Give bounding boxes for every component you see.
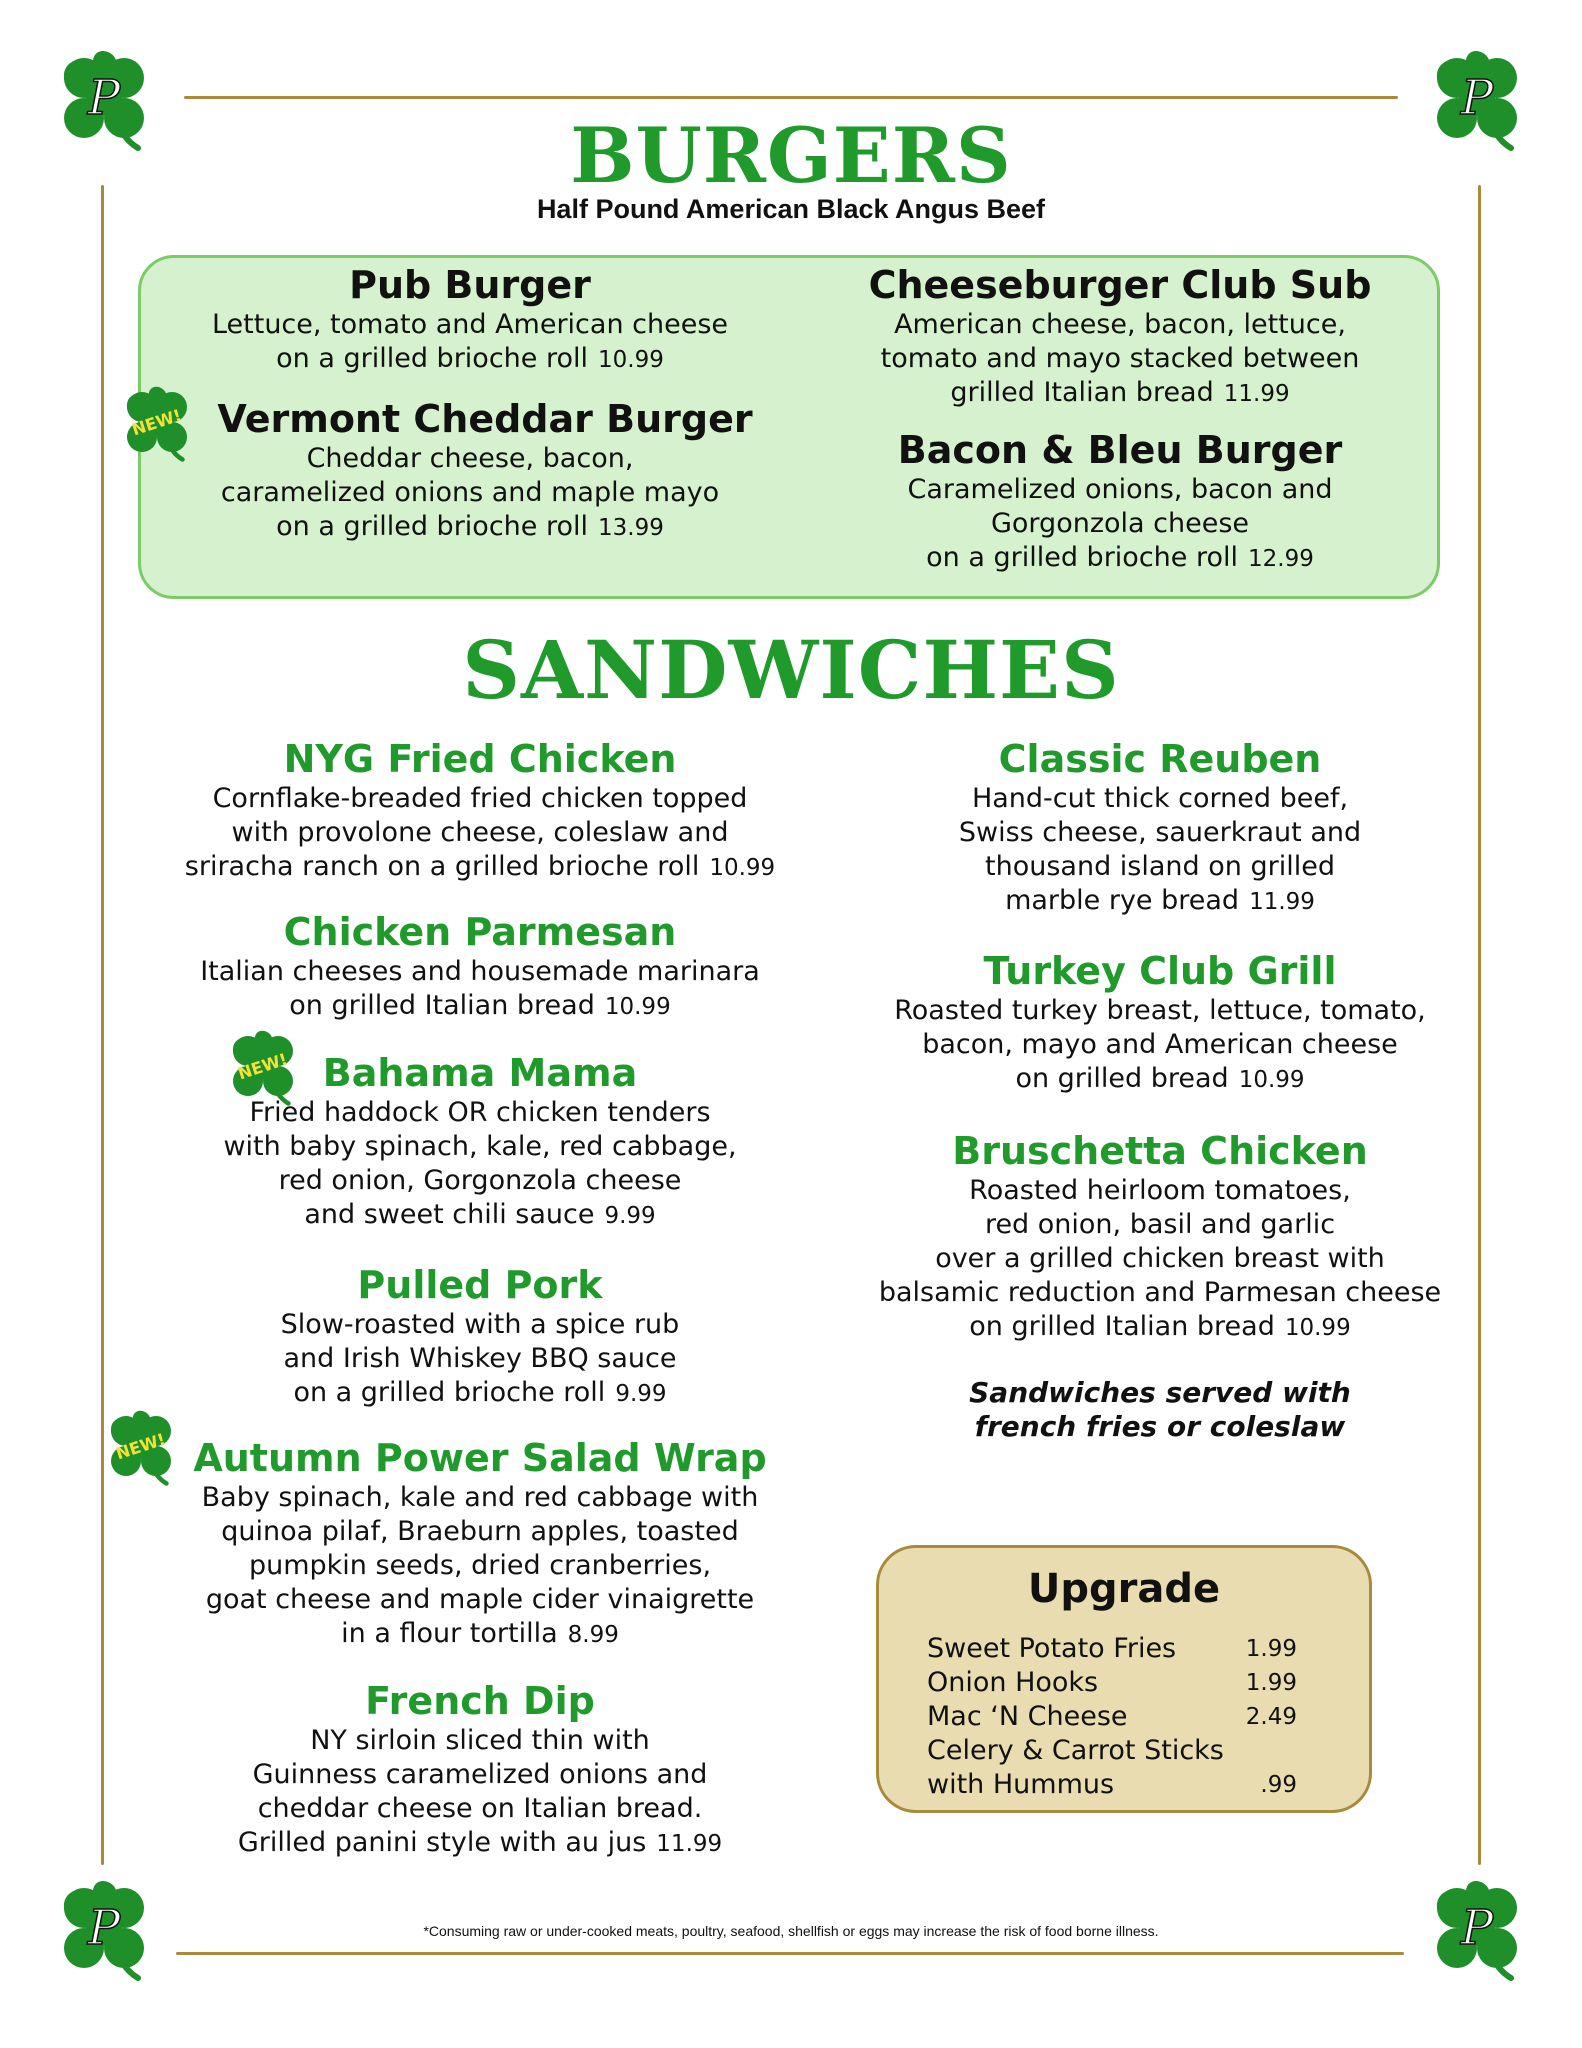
svg-text:NEW!: NEW!	[235, 1049, 290, 1084]
item-price: 8.99	[567, 1621, 619, 1648]
item-price: 11.99	[1249, 888, 1315, 915]
item-description: Cheddar cheese, bacon, caramelized onions and maple mayo on a grilled brioche roll 13.99	[220, 442, 720, 542]
item-price: 11.99	[656, 1830, 723, 1857]
menu-item-pub-burger	[160, 264, 780, 377]
upgrade-row	[927, 1700, 1327, 1734]
top-border-line	[184, 96, 1398, 99]
item-price: 10.99	[1284, 1314, 1351, 1341]
upgrade-label: Celery & Carrot Sticks	[927, 1735, 1224, 1766]
item-description: Baby spinach, kale and red cabbage with quinoa pilaf, Braeburn apples, toasted pumpkin seeds, dried cranberries, goat cheese and maple cider vinaigrette in a flour tortilla 8.99	[201, 1481, 759, 1649]
item-name: Bruschetta Chicken	[952, 1129, 1368, 1173]
menu-item-bacon-bleu-burger	[810, 429, 1430, 576]
item-price: 11.99	[1223, 380, 1290, 407]
item-description: Roasted turkey breast, lettuce, tomato, bacon, mayo and American cheese on grilled bread 10.99	[894, 994, 1426, 1094]
upgrade-price: 1.99	[1245, 1670, 1297, 1696]
item-description: Italian cheeses and housemade marinara on grilled Italian bread 10.99	[200, 955, 760, 1021]
svg-text:NEW!: NEW!	[113, 1429, 168, 1464]
item-price: 10.99	[709, 854, 776, 881]
item-name: Pub Burger	[349, 263, 591, 307]
item-price: 10.99	[598, 346, 664, 373]
upgrade-row	[927, 1768, 1327, 1802]
upgrade-label: with Hummus	[927, 1769, 1115, 1800]
svg-text:P: P	[1460, 70, 1494, 126]
item-description: Lettuce, tomato and American cheese on a grilled brioche roll 10.99	[211, 308, 729, 374]
menu-item-vermont-cheddar-burger	[160, 398, 780, 545]
upgrade-label: Onion Hooks	[927, 1667, 1099, 1698]
svg-text:P: P	[87, 1900, 121, 1956]
item-description: Hand-cut thick corned beef, Swiss cheese, sauerkraut and thousand island on grilled marble rye bread 11.99	[958, 782, 1362, 916]
item-description: NY sirloin sliced thin with Guinness caramelized onions and cheddar cheese on Italian bread. Grilled panini style with au jus 11.99	[237, 1724, 723, 1858]
upgrade-price: 1.99	[1245, 1636, 1297, 1662]
item-name: Bacon & Bleu Burger	[897, 428, 1343, 472]
sides-note: Sandwiches served with french fries or coleslaw	[969, 1376, 1351, 1443]
upgrade-price: .99	[1260, 1772, 1297, 1798]
item-price: 9.99	[615, 1380, 667, 1407]
item-price: 10.99	[1238, 1066, 1305, 1093]
bottom-border-line	[176, 1952, 1404, 1955]
menu-item-turkey-club-grill	[840, 950, 1480, 1097]
svg-text:P: P	[87, 70, 121, 126]
menu-item-autumn-power-salad-wrap	[150, 1437, 810, 1652]
item-name: Classic Reuben	[998, 737, 1322, 781]
item-description: Fried haddock OR chicken tenders with baby spinach, kale, red cabbage, red onion, Gorgonzola cheese and sweet chili sauce 9.99	[223, 1096, 737, 1230]
item-price: 12.99	[1248, 545, 1314, 572]
upgrade-row	[927, 1666, 1327, 1700]
svg-text:NEW!: NEW!	[129, 405, 184, 440]
item-name: Vermont Cheddar Burger	[217, 397, 753, 441]
upgrade-box	[876, 1545, 1372, 1813]
upgrade-row	[927, 1632, 1327, 1666]
food-safety-disclaimer: *Consuming raw or under-cooked meats, poultry, seafood, shellfish or eggs may increase the risk of food borne illness.	[423, 1923, 1159, 1939]
item-name: NYG Fried Chicken	[283, 737, 677, 781]
menu-item-pulled-pork	[150, 1264, 810, 1411]
item-description: Caramelized onions, bacon and Gorgonzola cheese on a grilled brioche roll 12.99	[907, 473, 1333, 573]
item-name: Chicken Parmesan	[283, 910, 677, 954]
item-description: Slow-roasted with a spice rub and Irish Whiskey BBQ sauce on a grilled brioche roll 9.99	[280, 1308, 680, 1408]
menu-item-french-dip	[150, 1680, 810, 1861]
item-price: 10.99	[604, 993, 671, 1020]
item-name: Pulled Pork	[357, 1263, 603, 1307]
item-name: Autumn Power Salad Wrap	[193, 1436, 767, 1480]
upgrade-label: Sweet Potato Fries	[927, 1633, 1177, 1664]
upgrade-label: Mac ‘N Cheese	[927, 1701, 1128, 1732]
item-description: Cornflake-breaded fried chicken topped with provolone cheese, coleslaw and sriracha ranch on a grilled brioche roll 10.99	[184, 782, 776, 882]
menu-item-bruschetta-chicken	[840, 1130, 1480, 1345]
svg-text:P: P	[1460, 1900, 1494, 1956]
item-price: 13.99	[598, 514, 664, 541]
sandwiches-title: SANDWICHES	[462, 623, 1120, 717]
item-description: American cheese, bacon, lettuce, tomato and mayo stacked between grilled Italian bread 11.99	[880, 308, 1360, 408]
menu-item-classic-reuben	[840, 738, 1480, 919]
upgrade-price: 2.49	[1245, 1704, 1297, 1730]
burgers-subtitle: Half Pound American Black Angus Beef	[536, 194, 1046, 224]
item-price: 9.99	[604, 1202, 656, 1229]
item-name: French Dip	[365, 1679, 595, 1723]
menu-item-bahama-mama	[150, 1049, 810, 1233]
menu-item-nyg-fried-chicken	[150, 738, 810, 885]
burgers-title: BURGERS	[570, 111, 1012, 200]
item-name: Turkey Club Grill	[983, 949, 1337, 993]
item-name: Bahama Mama	[322, 1051, 638, 1095]
upgrade-row	[927, 1734, 1327, 1768]
item-description: Roasted heirloom tomatoes, red onion, basil and garlic over a grilled chicken breast with balsamic reduction and Parmesan cheese on grilled Italian bread 10.99	[878, 1174, 1442, 1342]
left-border-line	[101, 185, 104, 1865]
upgrade-title: Upgrade	[1027, 1566, 1221, 1612]
menu-item-cheeseburger-club-sub	[810, 264, 1430, 411]
menu-item-chicken-parmesan	[150, 911, 810, 1024]
item-name: Cheeseburger Club Sub	[868, 263, 1372, 307]
